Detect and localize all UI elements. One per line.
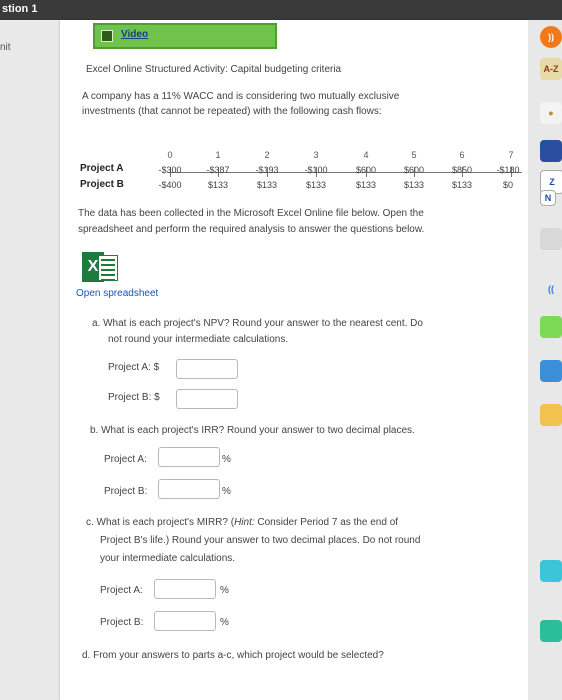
cash-flow-a: $600 xyxy=(403,165,425,175)
question-c-line-3: your intermediate calculations. xyxy=(100,553,236,564)
irr-project-b-input[interactable] xyxy=(158,479,220,499)
mirr-project-b-input[interactable] xyxy=(154,611,216,631)
teal-app-icon[interactable] xyxy=(540,620,562,642)
question-c-line-2: Project B's life.) Round your answer to two decimal places. Do not round xyxy=(100,535,421,546)
activity-title: Excel Online Structured Activity: Capital budgeting criteria xyxy=(86,64,342,75)
intro-line-2: investments (that cannot be repeated) with the following cash flows: xyxy=(82,106,382,117)
cash-flow-a: -$193 xyxy=(255,165,279,175)
z-icon[interactable]: Z xyxy=(540,170,562,194)
period-label: 4 xyxy=(363,150,369,160)
cash-flow-b: $133 xyxy=(256,180,278,190)
top-bar xyxy=(0,0,562,20)
question-b-line-1: b. What is each project's IRR? Round your answer to two decimal places. xyxy=(90,425,415,436)
question-page xyxy=(60,20,528,700)
period-label: 5 xyxy=(411,150,417,160)
cash-flow-b: $133 xyxy=(355,180,377,190)
period-label: 6 xyxy=(459,150,465,160)
cash-flow-b: $133 xyxy=(207,180,229,190)
project-a-label: Project A xyxy=(80,163,124,174)
excel-icon[interactable] xyxy=(82,252,116,282)
audio-icon[interactable]: (( xyxy=(548,284,554,294)
right-toolbar xyxy=(528,20,562,700)
percent-sign: % xyxy=(222,454,231,465)
npv-project-a-label: Project A: $ xyxy=(108,362,160,373)
period-label: 0 xyxy=(167,150,173,160)
n-icon[interactable]: N xyxy=(540,190,556,206)
yellow-app-icon[interactable] xyxy=(540,404,562,426)
cash-flow-a: $600 xyxy=(355,165,377,175)
cash-flow-a: -$100 xyxy=(304,165,328,175)
green-app-icon[interactable] xyxy=(540,316,562,338)
npv-project-b-input[interactable] xyxy=(176,389,238,409)
blue-app-icon[interactable] xyxy=(540,140,562,162)
excel-icon-letter: X xyxy=(82,252,104,282)
film-icon xyxy=(101,30,113,42)
cash-flow-a: -$300 xyxy=(158,165,182,175)
period-label: 3 xyxy=(313,150,319,160)
blank-app-icon[interactable] xyxy=(540,228,562,250)
cash-flow-b: $0 xyxy=(502,180,513,190)
hint-text: Consider Period 7 as the end of xyxy=(254,517,399,528)
data-note-line-2: spreadsheet and perform the required analysis to answer the questions below. xyxy=(78,224,425,235)
percent-sign: % xyxy=(220,617,229,628)
irr-project-b-label: Project B: xyxy=(104,486,148,497)
rss-icon[interactable]: )) xyxy=(540,26,562,48)
period-label: 2 xyxy=(264,150,270,160)
intro-line-1: A company has a 11% WACC and is considering two mutually exclusive xyxy=(82,91,400,102)
mirr-project-a-input[interactable] xyxy=(154,579,216,599)
question-label: stion 1 xyxy=(2,3,38,15)
cash-flow-b: $133 xyxy=(305,180,327,190)
percent-sign: % xyxy=(220,585,229,596)
period-label: 1 xyxy=(215,150,221,160)
a-z-icon[interactable]: A-Z xyxy=(540,58,562,80)
question-c-text: c. What is each project's MIRR? ( xyxy=(86,517,235,528)
period-label: 7 xyxy=(508,150,514,160)
irr-project-a-label: Project A: xyxy=(104,454,147,465)
question-c-line-1 xyxy=(86,515,398,530)
cyan-app-icon[interactable] xyxy=(540,560,562,582)
mirr-project-a-label: Project A: xyxy=(100,585,143,596)
mirr-project-b-label: Project B: xyxy=(100,617,144,628)
npv-project-b-label: Project B: $ xyxy=(108,392,160,403)
npv-project-a-input[interactable] xyxy=(176,359,238,379)
project-b-label: Project B xyxy=(80,179,124,190)
excel-sheet-graphic xyxy=(98,255,118,281)
blue-square-icon[interactable] xyxy=(540,360,562,382)
data-note-line-1: The data has been collected in the Microsoft Excel Online file below. Open the xyxy=(78,208,424,219)
video-link[interactable]: Video xyxy=(121,29,149,40)
cash-flow-b: -$400 xyxy=(158,180,182,190)
hint-label: Hint: xyxy=(234,517,255,528)
left-panel xyxy=(0,20,60,700)
cash-flow-a: -$180 xyxy=(496,165,520,175)
question-a-line-1: a. What is each project's NPV? Round your answer to the nearest cent. Do xyxy=(92,318,423,329)
question-d-line-1: d. From your answers to parts a-c, which project would be selected? xyxy=(82,650,384,661)
palette-icon[interactable]: ● xyxy=(540,102,562,124)
open-spreadsheet-link[interactable]: Open spreadsheet xyxy=(76,288,159,299)
cash-flow-a: -$387 xyxy=(206,165,230,175)
percent-sign: % xyxy=(222,486,231,497)
video-button[interactable] xyxy=(93,23,277,49)
cash-flow-b: $133 xyxy=(403,180,425,190)
submit-label[interactable]: nit xyxy=(0,42,11,53)
question-a-line-2: not round your intermediate calculations. xyxy=(108,334,289,345)
irr-project-a-input[interactable] xyxy=(158,447,220,467)
cash-flow-b: $133 xyxy=(451,180,473,190)
cash-flow-a: $850 xyxy=(451,165,473,175)
